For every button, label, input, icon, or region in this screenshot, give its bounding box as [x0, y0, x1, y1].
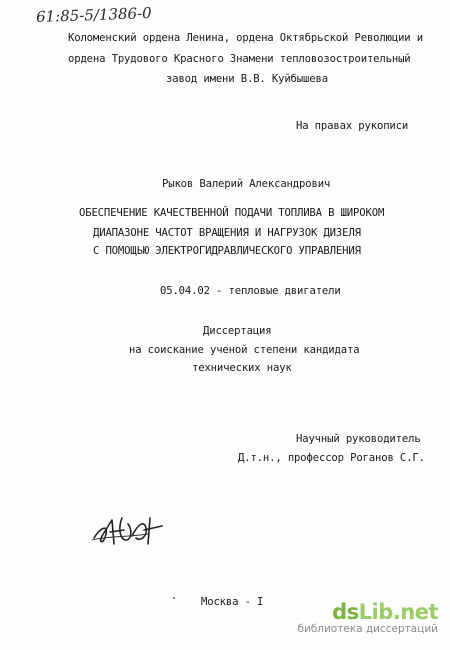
- ink-speck: [173, 597, 175, 599]
- header-line-2: ордена Трудового Красного Знамени тепловозостроительный: [68, 53, 411, 65]
- city-year: Москва - I: [201, 596, 264, 608]
- handwritten-archive-number: 61:85-5/1386-0: [35, 3, 152, 27]
- dslib-watermark: [297, 601, 438, 636]
- dslib-logo-lib: Lib.net: [358, 600, 438, 624]
- header-line-3: завод имени В.В. Куйбышева: [166, 73, 328, 85]
- dslib-logo-ds: ds: [332, 600, 359, 624]
- header-line-1: Коломенский ордена Ленина, ордена Октябрьской Революции и: [68, 32, 423, 44]
- degree-line: на соискание ученой степени кандидата: [129, 344, 360, 356]
- field-of-science: технических наук: [192, 362, 292, 374]
- dslib-logo: [297, 601, 438, 623]
- specialty-code: 05.04.02 - тепловые двигатели: [160, 285, 341, 297]
- supervisor-name: Д.т.н., профессор Роганов С.Г.: [238, 452, 425, 464]
- signature: [88, 510, 168, 550]
- supervisor-label: Научный руководитель: [296, 433, 421, 445]
- author-name: Рыков Валерий Александрович: [162, 178, 331, 190]
- rights-note: На правах рукописи: [296, 120, 409, 132]
- title-line-3: С ПОМОЩЬЮ ЭЛЕКТРОГИДРАВЛИЧЕСКОГО УПРАВЛЕНИЯ: [93, 245, 361, 257]
- title-line-1: ОБЕСПЕЧЕНИЕ КАЧЕСТВЕННОЙ ПОДАЧИ ТОПЛИВА В ШИРОКОМ: [79, 207, 385, 219]
- dissertation-label: Диссертация: [203, 325, 272, 337]
- title-line-2: ДИАПАЗОНЕ ЧАСТОТ ВРАЩЕНИЯ И НАГРУЗОК ДИЗЕЛЯ: [93, 227, 361, 239]
- dslib-tagline: библиотека диссертаций: [297, 623, 438, 635]
